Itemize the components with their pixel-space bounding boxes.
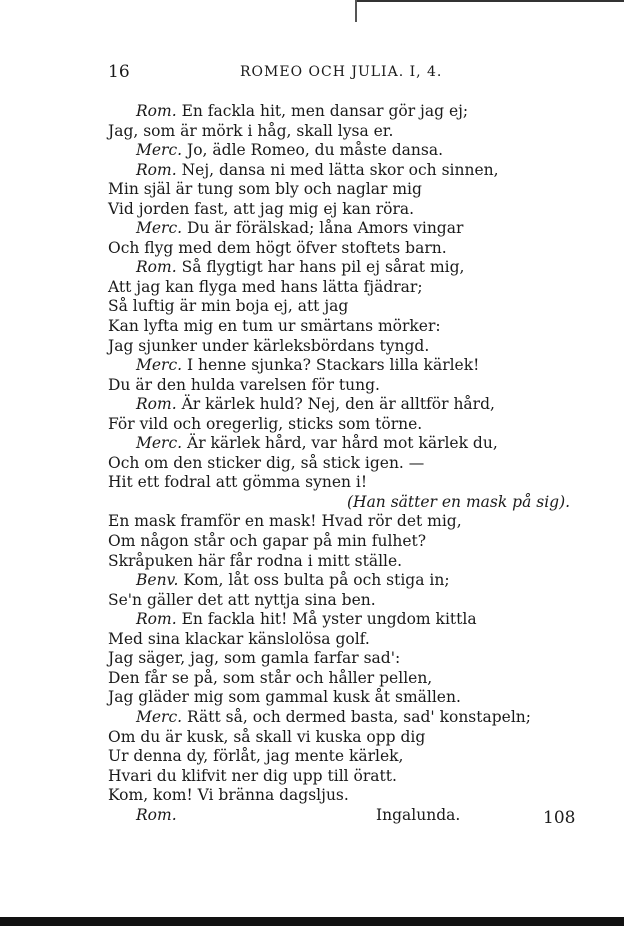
verse-text: Om någon står och gapar på min fulhet?	[108, 532, 427, 551]
speaker-name: Merc.	[136, 707, 183, 726]
verse-line	[108, 552, 598, 572]
verse-text: Skråpuken här får rodna i mitt ställe.	[108, 551, 403, 570]
verse-line	[108, 317, 598, 337]
verse-line	[108, 102, 598, 122]
top-edge-rule	[355, 0, 624, 2]
verse-line	[108, 610, 598, 630]
speaker-name: Rom.	[136, 258, 177, 277]
verse-line	[108, 806, 598, 826]
verse-text: Du är den hulda varelsen för tung.	[108, 375, 380, 394]
verse-text: Jo, ädle Romeo, du måste dansa.	[187, 141, 443, 160]
verse-reply: Ingalunda.	[376, 805, 461, 824]
stage-direction-line	[108, 493, 598, 513]
verse-text: Jag sjunker under kärleksbördans tyngd.	[108, 336, 430, 355]
verse-text: För vild och oregerlig, sticks som törne.	[108, 414, 423, 433]
verse-text: Är kärlek huld? Nej, den är alltför hård,	[181, 395, 495, 414]
verse-text: Kom, kom! Vi bränna dagsljus.	[108, 786, 349, 805]
verse-line	[108, 239, 598, 259]
verse-text: En mask framför en mask! Hvad rör det mig,	[108, 512, 462, 531]
speaker-name: Merc.	[136, 434, 183, 453]
verse-line	[108, 767, 598, 787]
verse-line	[108, 747, 598, 767]
verse-text: Hvari du klifvit ner dig upp till öratt.	[108, 766, 397, 785]
verse-line	[108, 512, 598, 532]
verse-text: Ur denna dy, förlåt, jag mente kärlek,	[108, 747, 404, 766]
verse-text: Jag säger, jag, som gamla farfar sad':	[108, 649, 401, 668]
speaker-name: Merc.	[136, 356, 183, 375]
verse-text: Du är förälskad; låna Amors vingar	[187, 219, 464, 238]
speaker-name: Rom.	[136, 610, 177, 629]
verse-text: En fackla hit, men dansar gör jag ej;	[181, 102, 469, 120]
verse-line	[108, 219, 598, 239]
verse-line	[108, 415, 598, 435]
verse-text: Jag gläder mig som gammal kusk åt smällen.	[108, 688, 461, 707]
verse-line	[108, 532, 598, 552]
verse-line	[108, 297, 598, 317]
verse-line	[108, 591, 598, 611]
speaker-name: Rom.	[136, 805, 177, 824]
stage-direction: (Han sätter en mask på sig).	[347, 492, 571, 511]
speaker-name: Benv.	[136, 571, 179, 590]
verse-line	[108, 356, 598, 376]
verse-line	[108, 688, 598, 708]
verse-text: Så flygtigt har hans pil ej sårat mig,	[181, 258, 465, 277]
bottom-edge-rule	[0, 917, 624, 926]
verse-text: Om du är kusk, så skall vi kuska opp dig	[108, 727, 426, 746]
speaker-name: Rom.	[136, 395, 177, 414]
speaker-name: Rom.	[136, 160, 177, 179]
verse-line	[108, 473, 598, 493]
verse-line	[108, 434, 598, 454]
verse-text: Kan lyfta mig en tum ur smärtans mörker:	[108, 317, 441, 336]
verse-text: Kom, låt oss bulta på och stiga in;	[183, 571, 450, 590]
speaker-name: Merc.	[136, 141, 183, 160]
verse-text: Jag, som är mörk i håg, skall lysa er.	[108, 121, 394, 140]
speaker-name: Merc.	[136, 219, 183, 238]
verse-text: Vid jorden fast, att jag mig ej kan röra.	[108, 199, 415, 218]
verse-text: Se'n gäller det att nyttja sina ben.	[108, 590, 376, 609]
verse-line	[108, 337, 598, 357]
verse-line	[108, 278, 598, 298]
verse-text: En fackla hit! Må yster ungdom kittla	[181, 610, 477, 629]
speaker-name: Rom.	[136, 102, 177, 120]
verse-text: Är kärlek hård, var hård mot kärlek du,	[187, 434, 498, 453]
verse-line	[108, 200, 598, 220]
verse-line	[108, 786, 598, 806]
verse-line	[108, 395, 598, 415]
verse-text: Så luftig är min boja ej, att jag	[108, 297, 349, 316]
verse-line	[108, 728, 598, 748]
verse-text: Hit ett fodral att gömma synen i!	[108, 473, 368, 492]
running-head: ROMEO OCH JULIA. I, 4.	[240, 64, 443, 80]
verse-line	[108, 649, 598, 669]
verse-text: Den får se på, som står och håller pellen,	[108, 668, 433, 687]
verse-line	[108, 669, 598, 689]
verse-line	[108, 161, 598, 181]
verse-line	[108, 630, 598, 650]
verse-line	[108, 376, 598, 396]
verse-text-block	[108, 102, 598, 825]
verse-line	[108, 454, 598, 474]
verse-text: Att jag kan flyga med hans lätta fjädrar;	[108, 277, 423, 296]
verse-line	[108, 258, 598, 278]
verse-text: Och flyg med dem högt öfver stoftets barn.	[108, 238, 447, 257]
verse-text: Och om den sticker dig, så stick igen. —	[108, 453, 425, 472]
verse-text: Min själ är tung som bly och naglar mig	[108, 180, 422, 199]
verse-text: Nej, dansa ni med lätta skor och sinnen,	[181, 160, 499, 179]
top-edge-tick	[355, 0, 357, 22]
verse-line	[108, 708, 598, 728]
folio-number: 108	[543, 808, 576, 828]
page-number: 16	[108, 62, 130, 82]
verse-line	[108, 122, 598, 142]
verse-line	[108, 571, 598, 591]
verse-line	[108, 141, 598, 161]
verse-text: Med sina klackar känslolösa golf.	[108, 629, 370, 648]
verse-text: I henne sjunka? Stackars lilla kärlek!	[187, 356, 480, 375]
verse-text: Rätt så, och dermed basta, sad' konstapeln;	[187, 707, 531, 726]
verse-line	[108, 180, 598, 200]
